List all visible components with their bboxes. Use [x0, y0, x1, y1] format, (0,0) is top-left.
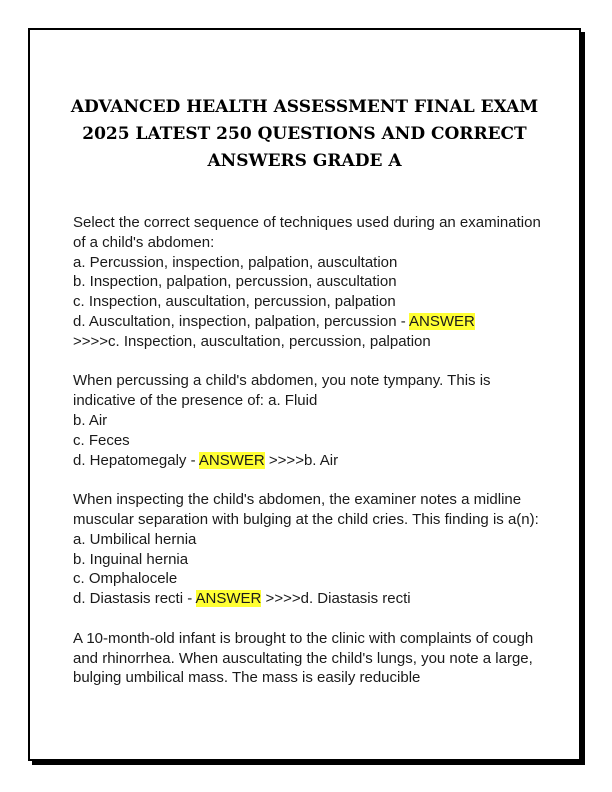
- answer-text: >>>>b. Air: [264, 451, 339, 469]
- question-stem: When inspecting the child's abdomen, the examiner notes a midline muscular separation with bulging at the child cries. This finding is a(n):: [73, 491, 539, 528]
- option-b: b. Inguinal hernia: [73, 550, 189, 568]
- question-stem: Select the correct sequence of techniques used during an examination of a child's abdomen:: [73, 214, 541, 251]
- question-3: [73, 490, 549, 609]
- option-d: d. Auscultation, inspection, palpation, percussion -: [73, 312, 410, 330]
- option-c: c. Omphalocele: [73, 570, 178, 588]
- answer-highlight: ANSWER: [409, 312, 475, 330]
- question-2: [73, 371, 549, 470]
- option-d: d. Diastasis recti -: [73, 590, 196, 608]
- question-1: [73, 213, 549, 352]
- option-d-with-answer: [73, 312, 549, 332]
- question-stem: A 10-month-old infant is brought to the clinic with complaints of cough and rhinorrhea. When auscultating the child's lungs, you note a large, bulging umbilical mass. The mass is easily reducible: [73, 629, 534, 687]
- answer-highlight: ANSWER: [195, 590, 262, 608]
- option-d: d. Hepatomegaly -: [73, 451, 199, 469]
- question-4: [73, 629, 549, 688]
- answer-highlight: ANSWER: [198, 451, 265, 469]
- option-d-with-answer: [73, 589, 549, 609]
- option-b: b. Inspection, palpation, percussion, auscultation: [73, 273, 397, 291]
- question-stem: When percussing a child's abdomen, you note tympany. This is indicative of the presence of: a. Fluid: [73, 372, 491, 410]
- option-b: b. Air: [73, 411, 108, 429]
- question-list: [73, 213, 549, 708]
- document-title: ADVANCED HEALTH ASSESSMENT FINAL EXAM 2025 LATEST 250 QUESTIONS AND CORRECT ANSWERS GRADE A: [70, 97, 539, 171]
- option-c: c. Inspection, auscultation, percussion, palpation: [73, 293, 396, 311]
- answer-text: >>>>c. Inspection, auscultation, percussion, palpation: [73, 332, 431, 350]
- answer-text: >>>>d. Diastasis recti: [261, 590, 411, 608]
- option-c: c. Feces: [73, 431, 130, 449]
- page-frame: [28, 28, 581, 761]
- option-a: a. Umbilical hernia: [73, 530, 197, 548]
- option-d-with-answer: [73, 451, 549, 471]
- option-a: a. Percussion, inspection, palpation, auscultation: [73, 253, 398, 271]
